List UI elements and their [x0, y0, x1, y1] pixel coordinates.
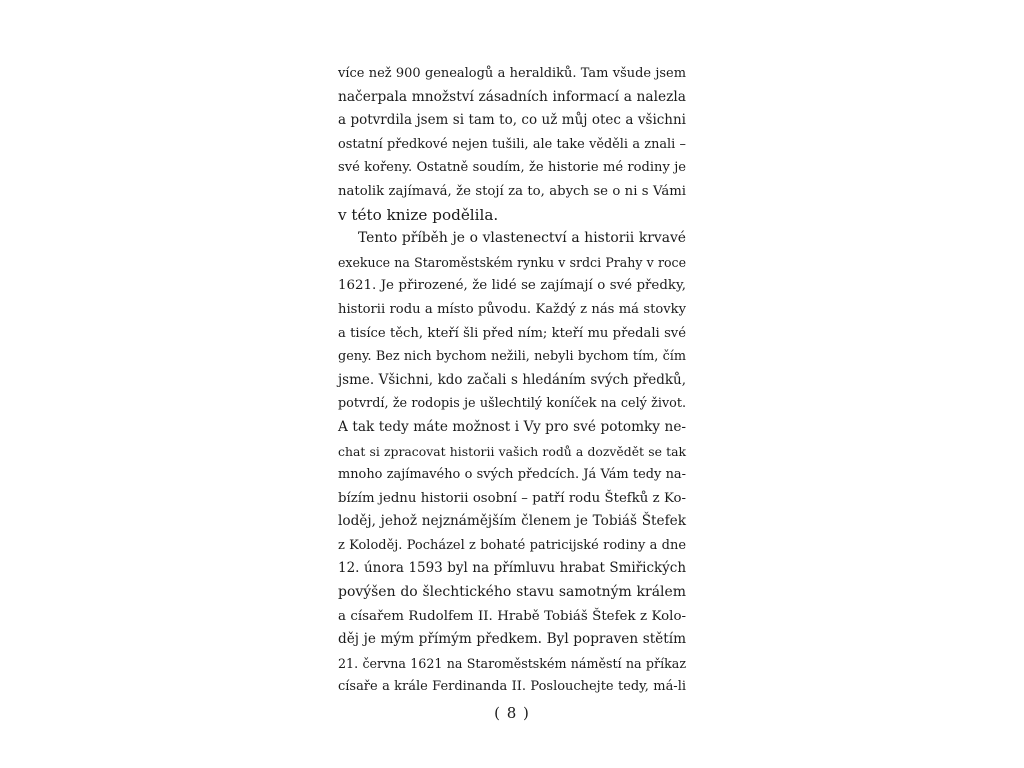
text-line: ostatní předkové nejen tušili, ale take věděli a znali –	[338, 136, 686, 152]
text-line: bízím jednu historii osobní – patří rodu Štefků z Ko-	[338, 490, 686, 506]
text-line: jsme. Všichni, kdo začali s hledáním svých předků,	[338, 371, 686, 388]
text-line: a císařem Rudolfem II. Hrabě Tobiáš Štefek z Kolo-	[338, 608, 686, 624]
text-line: chat si zpracovat historii vašich rodů a dozvědět se tak	[338, 443, 686, 459]
text-line: povýšen do šlechtického stavu samotným králem	[338, 584, 686, 601]
paragraph-2	[338, 227, 686, 699]
text-line: děj je mým přímým předkem. Byl popraven stětím	[338, 631, 686, 648]
text-line: mnoho zajímavého o svých předcích. Já Vám tedy na-	[338, 467, 686, 483]
text-line: a potvrdila jsem si tam to, co už můj otec a všichni	[338, 112, 686, 129]
text-line: Tento příběh je o vlastenectví a historii krvavé	[358, 230, 686, 247]
body-text	[338, 62, 686, 699]
text-line: císaře a krále Ferdinanda II. Poslouchejte tedy, má-li	[338, 679, 686, 695]
text-line: geny. Bez nich bychom nežili, nebyli bychom tím, čím	[338, 349, 686, 365]
paragraph-1	[338, 62, 686, 227]
text-line: 21. června 1621 na Staroměstském náměstí na příkaz	[338, 655, 686, 671]
text-line: natolik zajímavá, že stojí za to, abych se o ni s Vámi	[338, 183, 686, 199]
page-number: ( 8 )	[494, 704, 530, 722]
text-line: A tak tedy máte možnost i Vy pro své potomky ne-	[338, 418, 686, 435]
text-line: načerpala množství zásadních informací a nalezla	[338, 88, 686, 105]
text-line: exekuce na Staroměstském rynku v srdci Prahy v roce	[338, 254, 686, 270]
text-line: své kořeny. Ostatně soudím, že historie mé rodiny je	[338, 160, 686, 176]
text-line: z Koloděj. Pocházel z bohaté patricijské rodiny a dne	[338, 537, 686, 553]
text-line: 1621. Je přirozené, že lidé se zajímají o své předky,	[338, 278, 686, 294]
text-line: historii rodu a místo původu. Každý z nás má stovky	[338, 301, 686, 317]
text-line: a tisíce těch, kteří šli před ním; kteří mu předali své	[338, 325, 686, 341]
text-line: potvrdí, že rodopis je ušlechtilý koníček na celý život.	[338, 396, 686, 412]
text-line: více než 900 genealogů a heraldiků. Tam všude jsem	[338, 66, 686, 81]
text-line: loděj, jehož nejznámějším členem je Tobiáš Štefek	[338, 513, 686, 530]
text-line: v této knize podělila.	[338, 205, 499, 224]
text-line: 12. února 1593 byl na přímluvu hrabat Smiřických	[338, 560, 686, 577]
